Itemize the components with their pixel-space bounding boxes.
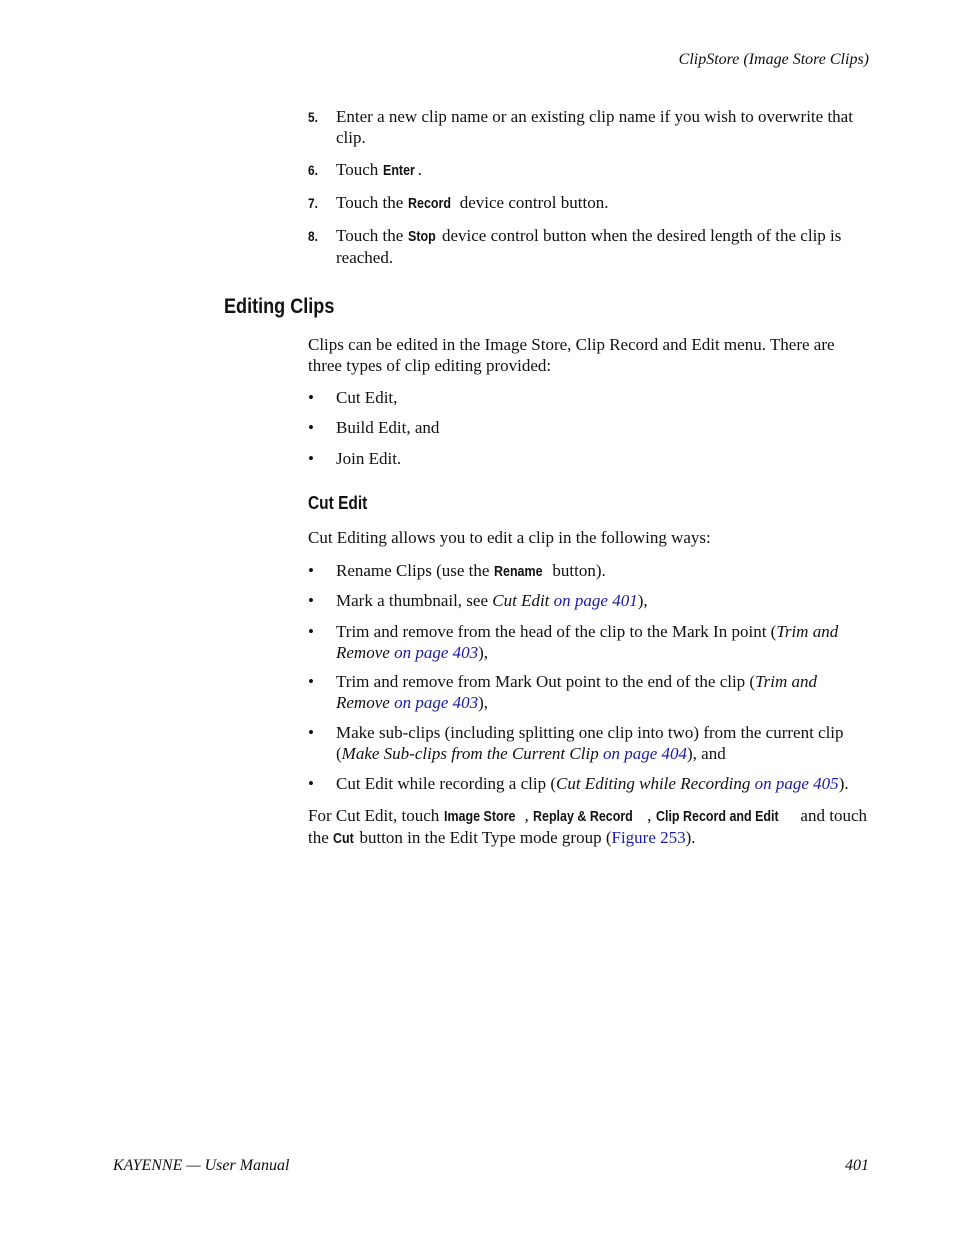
bullet-icon: • [308, 418, 314, 437]
bullet-icon: • [308, 723, 314, 742]
bullet-icon: • [308, 622, 314, 641]
step-5 [308, 107, 870, 148]
page-link[interactable]: on page 405 [754, 774, 839, 793]
page-link[interactable]: on page 403 [394, 642, 479, 662]
list-item: • Rename Clips (use the Rename button). [308, 561, 870, 583]
section-heading-editing-clips: Editing Clips [224, 295, 335, 318]
ui-label-cut: Cut [333, 830, 354, 847]
step-7: 7. Touch the Record device control button. [308, 193, 870, 215]
ui-label-record: Record [407, 196, 451, 212]
bullet-icon: • [308, 672, 314, 691]
page-link[interactable]: on page 404 [602, 743, 687, 763]
bullet-icon: • [308, 561, 314, 580]
footer-manual-title: KAYENNE — User Manual [113, 1157, 290, 1174]
list-item: • Trim and remove from Mark Out point to the end of the clip (Trim and Remove on page 403), [308, 672, 817, 712]
ui-label-replay-record: Replay & Record [533, 809, 633, 825]
step-6: 6. Touch Enter . [308, 160, 870, 182]
bullet-icon: • [308, 591, 314, 610]
editing-clips-intro: Clips can be edited in the Image Store, Clip Record and Edit menu. There are three types of clip editing provided: [308, 335, 835, 375]
bullet-icon: • [308, 774, 314, 793]
ui-label-clip-record-edit: Clip Record and Edit [655, 809, 779, 825]
ui-label-stop: Stop [407, 229, 436, 245]
step-text: Touch the [336, 226, 408, 245]
cross-reference: Cut Edit [492, 591, 550, 610]
page-link[interactable]: on page 403 [394, 692, 479, 712]
bullet-icon: • [308, 388, 314, 407]
ui-label-image-store: Image Store [443, 809, 515, 825]
list-item: • Mark a thumbnail, see Cut Edit on page 401), [308, 591, 648, 610]
list-item: • Build Edit, and [308, 418, 440, 437]
ui-label-rename: Rename [493, 564, 543, 580]
cross-reference: Trim and Remove [336, 622, 839, 662]
step-number: 8. [308, 228, 318, 244]
list-item: • Join Edit. [308, 449, 402, 468]
subsection-heading-cut-edit: Cut Edit [308, 493, 368, 513]
bullet-icon: • [308, 449, 314, 468]
list-item: • Trim and remove from the head of the clip to the Mark In point (Trim and Remove on page 403), [308, 622, 839, 662]
figure-link[interactable]: Figure 253 [611, 827, 686, 847]
step-number: 7. [308, 195, 318, 211]
running-header: ClipStore (Image Store Clips) [678, 51, 869, 68]
ui-label-enter: Enter [382, 163, 415, 179]
list-item: • Make sub-clips (including splitting one clip into two) from the current clip (Make Sub-clips from the Current Clip on page 404), and [308, 723, 844, 763]
cross-reference: Cut Editing while Recording [556, 774, 751, 793]
step-8: 8. Touch the Stop device control button when the desired length of the clip is reached. [308, 226, 842, 267]
cut-edit-intro: Cut Editing allows you to edit a clip in the following ways: [308, 528, 711, 547]
step-number: 5. [308, 109, 318, 125]
cross-reference: Trim and Remove [336, 672, 817, 712]
step-text: Touch [336, 160, 383, 179]
list-item: • Cut Edit, [308, 388, 398, 407]
step-text: Enter a new clip name or an existing clip name if you wish to overwrite that clip. [336, 107, 853, 147]
page-number: 401 [845, 1157, 869, 1174]
page-link[interactable]: on page 401 [553, 591, 638, 610]
list-item: • Cut Edit while recording a clip (Cut Editing while Recording on page 405). [308, 774, 849, 793]
cut-edit-instructions: For Cut Edit, touch Image Store , Replay & Record , Clip Record and Edit and touch the Cut button in the Edit Type mode group (Figure 253). [308, 806, 870, 849]
cross-reference: Make Sub-clips from the Current Clip [341, 743, 599, 763]
step-number: 6. [308, 162, 318, 178]
step-text: Touch the [336, 193, 408, 212]
